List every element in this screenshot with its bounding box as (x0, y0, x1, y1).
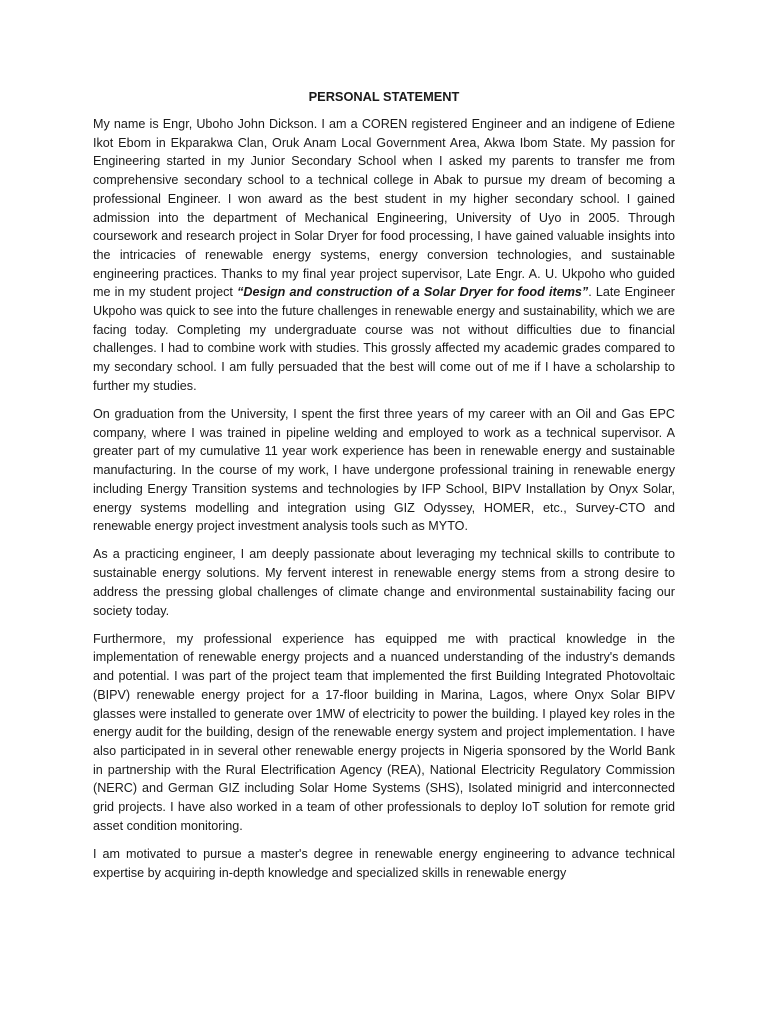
paragraph-introduction (93, 115, 675, 396)
paragraph-experience: Furthermore, my professional experience has equipped me with practical knowledge in the implementation of renewable energy projects and a nuanced understanding of the industry's demands and potential. I was part of the project team that implemented the first Building Integrated Photovoltaic (BIPV) renewable energy project for a 17-floor building in Marina, Lagos, where Onyx Solar BIPV glasses were installed to generate over 1MW of electricity to power the building. I played key roles in the energy audit for the building, design of the renewable energy system and project implementation. I have also participated in in several other renewable energy projects in Nigeria sponsored by the World Bank in partnership with the Rural Electrification Agency (REA), National Electricity Regulatory Commission (NERC) and German GIZ including Solar Home Systems (SHS), Isolated minigrid and interconnected grid projects. I have also worked in a team of other professionals to deploy IoT solution for remote grid asset condition monitoring. (93, 631, 675, 833)
paragraph-introduction-text-start: My name is Engr, Uboho John Dickson. I am a COREN registered Engineer and an indigene of Ediene Ikot Ebom in Ekparakwa Clan, Oruk Anam Local Government Area, Akwa Ibom State. My passion for Engineering started in my Junior Secondary School when I asked my parents to transfer me from comprehensive secondary school to a technical college in Abak to pursue my dream of becoming a professional Engineer. I won award as the best student in my higher secondary school. I gained admission into the department of Mechanical Engineering, University of Uyo in 2005. Through coursework and research project in Solar Dryer for food processing, I have gained valuable insights into the intricacies of renewable energy systems, energy conversion technologies, and sustainable engineering practices. Thanks to my final year project supervisor, Late Engr. A. U. Ukpoho who guided me in my student project (93, 117, 675, 300)
paragraph-career: On graduation from the University, I spent the first three years of my career with an Oil and Gas EPC company, where I was trained in pipeline welding and employed to work as a technical supervisor. A greater part of my cumulative 11 year work experience has been in renewable energy and sustainable manufacturing. In the course of my work, I have undergone professional training in renewable energy including Energy Transition systems and technologies by IFP School, BIPV Installation by Onyx Solar, energy systems modelling and integration using GIZ Odyssey, HOMER, etc., Survey-CTO and renewable energy project investment analysis tools such as MYTO. (93, 407, 675, 534)
document-body (93, 88, 675, 892)
paragraph-passion: As a practicing engineer, I am deeply passionate about leveraging my technical skills to contribute to sustainable energy solutions. My fervent interest in renewable energy stems from a strong desire to address the pressing global challenges of climate change and environmental sustainability facing our society today. (93, 547, 675, 618)
paragraph-motivation: I am motivated to pursue a master's degree in renewable energy engineering to advance technical expertise by acquiring in-depth knowledge and specialized skills in renewable energy (93, 847, 675, 880)
paragraph-introduction-text-end: . Late Engineer Ukpoho was quick to see into the future challenges in renewable energy and sustainability, which we are facing today. Completing my undergraduate course was not without difficulties due to financial challenges. I had to combine work with studies. This grossly affected my academic grades compared to my secondary school. I am fully persuaded that the best will come out of me if I have a scholarship to further my studies. (93, 285, 675, 393)
document-title: PERSONAL STATEMENT (308, 89, 460, 104)
project-title-emphasis: “Design and construction of a Solar Dryer for food items” (237, 285, 589, 300)
